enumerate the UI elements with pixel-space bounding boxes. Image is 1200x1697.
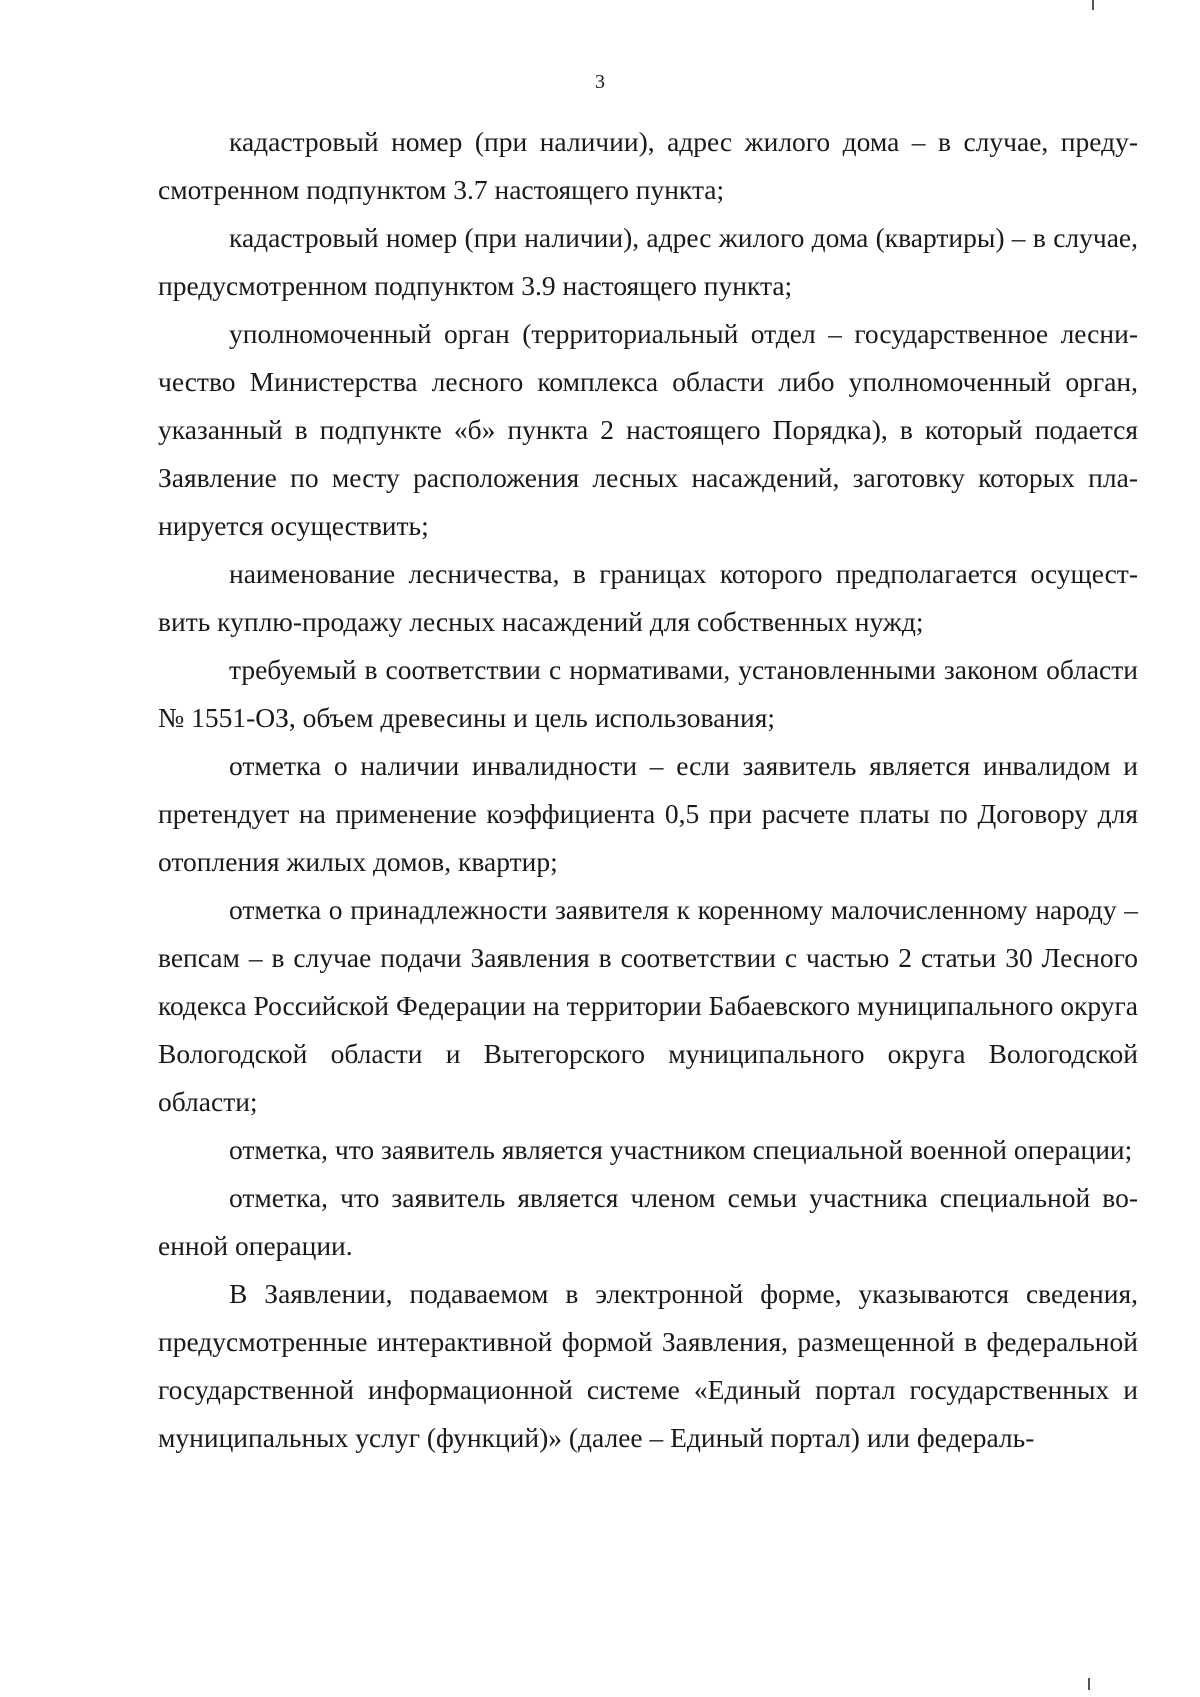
paragraph-electronic-form: В Заявлении, подаваемом в электронной форме, указываются сведения, предусмотренные интерактивной формой Заявления, размещенной в федеральной государственной информационной системе «Единый портал государственных и муниципальных услуг (функций)» (далее – Единый портал) или федераль- bbox=[158, 1278, 1138, 1453]
document-body bbox=[158, 118, 1138, 1462]
page-number: 3 bbox=[595, 71, 605, 93]
paragraph-disability-mark: отметка о наличии инвалидности – если заявитель является инвалидом и претендует на применение коэффициента 0,5 при расчете платы по Договору для отопления жилых домов, квартир; bbox=[158, 750, 1138, 877]
paragraph-cadastral-apartment: кадастровый номер (при наличии), адрес жилого дома (квартиры) – в случае, предусмотренном подпунктом 3.9 настоящего пункта; bbox=[158, 222, 1138, 301]
paragraph-forestry-name: наименование лесничества, в границах которого предполагается осуществить куплю-продажу лесных насаждений для собственных нужд; bbox=[158, 558, 1138, 637]
paragraph-wood-volume: требуемый в соответствии с нормативами, установленными законом области № 1551-ОЗ, объем древесины и цель использования; bbox=[158, 654, 1138, 733]
paragraph-svo-family: отметка, что заявитель является членом семьи участника специальной военной операции. bbox=[158, 1182, 1138, 1261]
scan-artifact-mark bbox=[1092, 0, 1094, 10]
paragraph-indigenous-mark: отметка о принадлежности заявителя к коренному малочисленному народу – вепсам – в случае подачи Заявления в соответствии с частью 2 статьи 30 Лесного кодекса Российской Федерации на территории Бабаевского муниципального округа Вологодской области и Вытегорского муниципального округа Вологодской области; bbox=[158, 894, 1138, 1117]
scan-artifact-mark bbox=[1088, 1678, 1090, 1690]
paragraph-svo-participant: отметка, что заявитель является участником специальной военной операции; bbox=[229, 1134, 1133, 1165]
paragraph-authorized-body: уполномоченный орган (территориальный отдел – государственное лесничество Министерства лесного комплекса области либо уполномоченный орган, указанный в подпункте «б» пункта 2 настоящего Порядка), в который подается Заявление по месту расположения лесных насаждений, заготовку которых планируется осуществить; bbox=[158, 318, 1138, 541]
paragraph-cadastral-house: кадастровый номер (при наличии), адрес жилого дома – в случае, предусмотренном подпунктом 3.7 настоящего пункта; bbox=[158, 126, 1138, 205]
